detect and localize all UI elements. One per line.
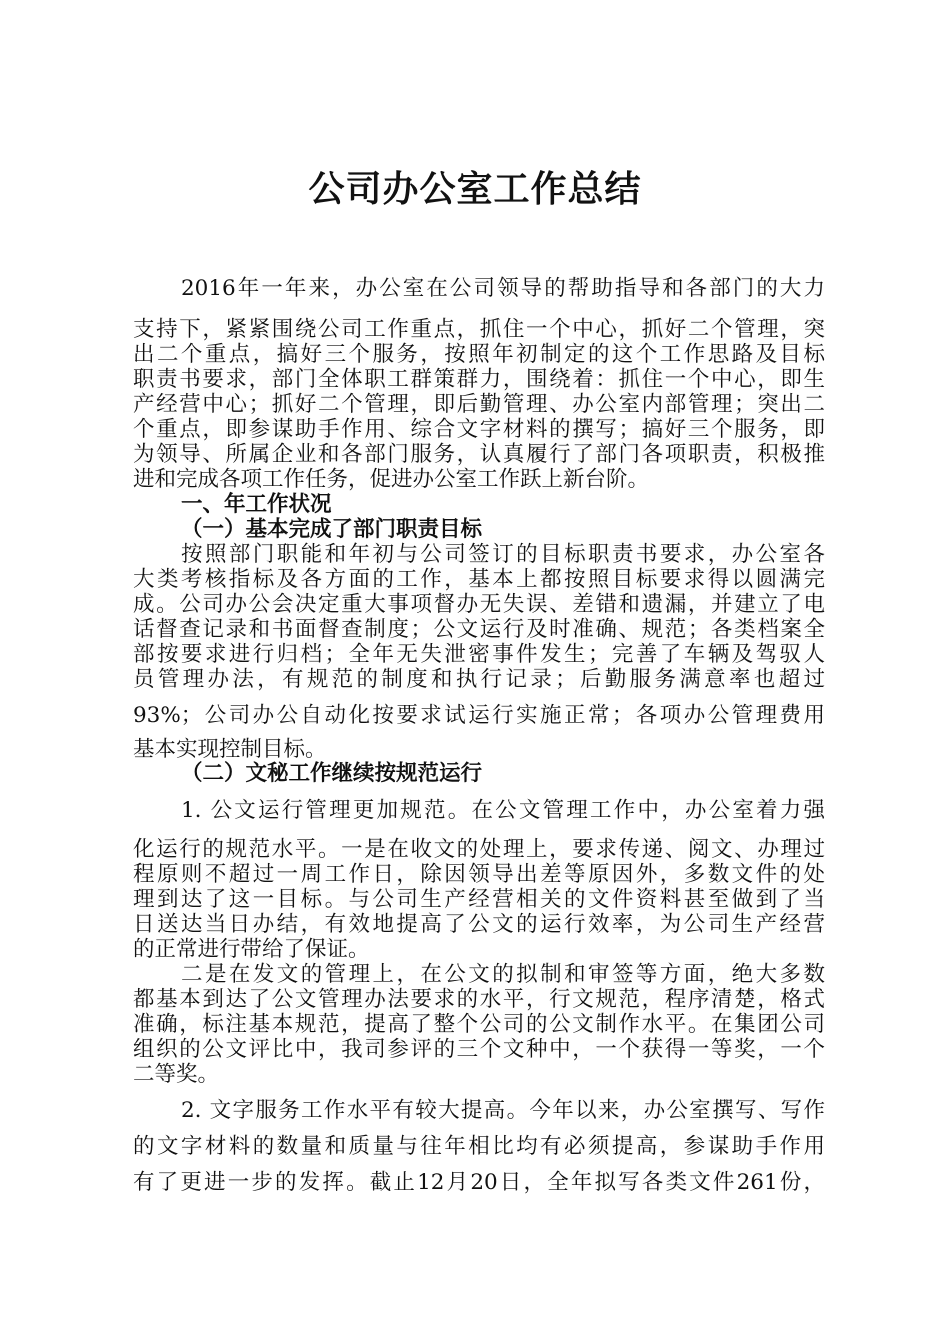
body-line: 成。公司办公会决定重大事项督办无失误、差错和遗漏，并建立了电: [133, 592, 825, 617]
body-line: 大类考核指标及各方面的工作，基本上都按照目标要求得以圆满完: [133, 567, 825, 592]
body-line: 的正常进行带给了保证。: [133, 937, 370, 962]
body-line: 二是在发文的管理上，在公文的拟制和审签等方面，绝大多数: [181, 962, 825, 987]
body-line: 员管理办法，有规范的制度和执行记录；后勤服务满意率也超过: [133, 667, 825, 692]
document-title: 公司办公室工作总结: [308, 168, 642, 210]
intro-line: 职责书要求，部门全体职工群策群力，围绕着：抓住一个中心，即生: [133, 367, 825, 392]
body-line: 话督查记录和书面督查制度；公文运行及时准确、规范；各类档案全: [133, 617, 825, 642]
intro-line: 为领导、所属企业和各部门服务，认真履行了部门各项职责，积极推: [133, 442, 825, 467]
body-line: 化运行的规范水平。一是在收文的处理上，要求传递、阅文、办理过: [133, 837, 825, 862]
body-line: 2. 文字服务工作水平有较大提高。今年以来，办公室撰写、写作: [181, 1098, 825, 1123]
body-line: 准确，标注基本规范，提高了整个公司的公文制作水平。在集团公司: [133, 1012, 825, 1037]
intro-line: 个重点，即参谋助手作用、综合文字材料的撰写；搞好三个服务，即: [133, 417, 825, 442]
body-line: 部按要求进行归档；全年无失泄密事件发生；完善了车辆及驾驭人: [133, 642, 825, 667]
intro-line: 出二个重点，搞好三个服务，按照年初制定的这个工作思路及目标: [133, 342, 825, 367]
intro-line: 支持下，紧紧围绕公司工作重点，抓住一个中心，抓好二个管理，突: [133, 317, 825, 342]
body-line: 有了更进一步的发挥。截止12月20日，全年拟写各类文件261份，: [133, 1170, 825, 1195]
subsection-heading: （二）文秘工作继续按规范运行: [181, 761, 483, 786]
body-line: 93%；公司办公自动化按要求试运行实施正常；各项办公管理费用: [133, 703, 825, 728]
intro-line: 进和完成各项工作任务，促进办公室工作跃上新台阶。: [133, 467, 650, 492]
body-line: 都基本到达了公文管理办法要求的水平，行文规范，程序清楚，格式: [133, 987, 825, 1012]
body-line: 程原则不超过一周工作日，除因领导出差等原因外，多数文件的处: [133, 862, 825, 887]
body-line: 按照部门职能和年初与公司签订的目标职责书要求，办公室各: [181, 542, 825, 567]
body-line: 日送达当日办结，有效地提高了公文的运行效率，为公司生产经营: [133, 912, 825, 937]
body-line: 二等奖。: [133, 1062, 220, 1087]
body-line: 组织的公文评比中，我司参评的三个文种中，一个获得一等奖，一个: [133, 1037, 825, 1062]
section-heading: 一、年工作状况: [181, 492, 332, 517]
intro-line: 产经营中心；抓好二个管理，即后勤管理、办公室内部管理；突出二: [133, 392, 825, 417]
body-line: 基本实现控制目标。: [133, 737, 327, 762]
subsection-heading: （一）基本完成了部门职责目标: [181, 517, 483, 542]
body-line: 1. 公文运行管理更加规范。在公文管理工作中，办公室着力强: [181, 798, 825, 823]
body-line: 的文字材料的数量和质量与往年相比均有必须提高，参谋助手作用: [133, 1134, 825, 1159]
intro-line: 2016年一年来，办公室在公司领导的帮助指导和各部门的大力: [181, 276, 825, 301]
body-line: 理到达了这一目标。与公司生产经营相关的文件资料甚至做到了当: [133, 887, 825, 912]
